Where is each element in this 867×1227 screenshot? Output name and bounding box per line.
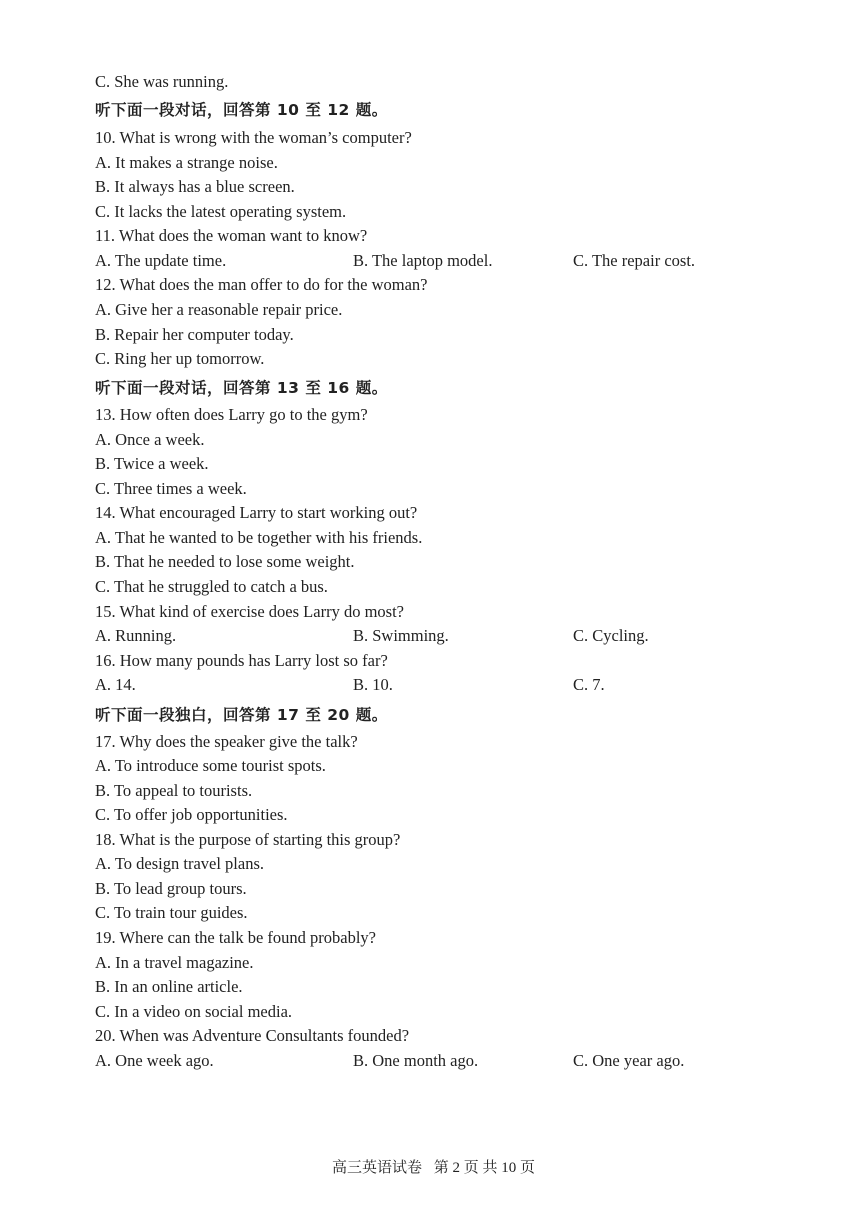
q17-option-b: B. To appeal to tourists. bbox=[95, 781, 253, 800]
question-14: 14. What encouraged Larry to start working out? bbox=[95, 503, 418, 522]
q15-option-a: A. Running. bbox=[95, 626, 177, 645]
q11-option-b: B. The laptop model. bbox=[353, 251, 493, 270]
q11-option-c: C. The repair cost. bbox=[573, 251, 696, 270]
q19-option-c: C. In a video on social media. bbox=[95, 1002, 293, 1021]
question-13: 13. How often does Larry go to the gym? bbox=[95, 405, 368, 424]
section-heading-17-20: 听下面一段独白，回答第 17 至 20 题。 bbox=[95, 706, 388, 724]
q15-options-row bbox=[95, 624, 795, 648]
q12-option-a: A. Give her a reasonable repair price. bbox=[95, 300, 343, 319]
q15-option-c: C. Cycling. bbox=[573, 626, 649, 645]
question-17: 17. Why does the speaker give the talk? bbox=[95, 732, 358, 751]
q16-option-c: C. 7. bbox=[573, 675, 605, 694]
question-10: 10. What is wrong with the woman’s computer? bbox=[95, 128, 412, 147]
q16-option-a: A. 14. bbox=[95, 675, 136, 694]
q11-options-row bbox=[95, 249, 795, 273]
q18-option-a: A. To design travel plans. bbox=[95, 854, 265, 873]
q17-option-a: A. To introduce some tourist spots. bbox=[95, 756, 326, 775]
question-20: 20. When was Adventure Consultants founded? bbox=[95, 1026, 410, 1045]
q20-option-a: A. One week ago. bbox=[95, 1051, 214, 1070]
q9-option-c: C. She was running. bbox=[95, 72, 229, 91]
q13-option-b: B. Twice a week. bbox=[95, 454, 209, 473]
q20-option-b: B. One month ago. bbox=[353, 1051, 479, 1070]
q18-option-c: C. To train tour guides. bbox=[95, 903, 248, 922]
section-heading-13-16: 听下面一段对话，回答第 13 至 16 题。 bbox=[95, 379, 388, 397]
q14-option-a: A. That he wanted to be together with his friends. bbox=[95, 528, 423, 547]
question-16: 16. How many pounds has Larry lost so far? bbox=[95, 651, 388, 670]
q10-option-c: C. It lacks the latest operating system. bbox=[95, 202, 347, 221]
q11-option-a: A. The update time. bbox=[95, 251, 227, 270]
q13-option-a: A. Once a week. bbox=[95, 430, 205, 449]
q20-options-row bbox=[95, 1049, 795, 1073]
question-12: 12. What does the man offer to do for the woman? bbox=[95, 275, 428, 294]
question-19: 19. Where can the talk be found probably? bbox=[95, 928, 377, 947]
q17-option-c: C. To offer job opportunities. bbox=[95, 805, 288, 824]
q14-option-b: B. That he needed to lose some weight. bbox=[95, 552, 355, 571]
q20-option-c: C. One year ago. bbox=[573, 1051, 685, 1070]
question-11: 11. What does the woman want to know? bbox=[95, 226, 368, 245]
footer-page-number: 第 2 页 共 10 页 bbox=[433, 1160, 536, 1176]
footer-exam-title: 高三英语试卷 bbox=[331, 1160, 422, 1176]
section-heading-10-12: 听下面一段对话，回答第 10 至 12 题。 bbox=[95, 101, 388, 119]
q18-option-b: B. To lead group tours. bbox=[95, 879, 247, 898]
q16-options-row bbox=[95, 673, 795, 697]
q19-option-b: B. In an online article. bbox=[95, 977, 243, 996]
q12-option-b: B. Repair her computer today. bbox=[95, 325, 294, 344]
q12-option-c: C. Ring her up tomorrow. bbox=[95, 349, 265, 368]
q19-option-a: A. In a travel magazine. bbox=[95, 953, 254, 972]
q14-option-c: C. That he struggled to catch a bus. bbox=[95, 577, 328, 596]
page-footer bbox=[0, 1157, 867, 1179]
q10-option-a: A. It makes a strange noise. bbox=[95, 153, 278, 172]
q15-option-b: B. Swimming. bbox=[353, 626, 449, 645]
q10-option-b: B. It always has a blue screen. bbox=[95, 177, 295, 196]
question-18: 18. What is the purpose of starting this group? bbox=[95, 830, 401, 849]
q13-option-c: C. Three times a week. bbox=[95, 479, 247, 498]
question-15: 15. What kind of exercise does Larry do most? bbox=[95, 602, 404, 621]
q16-option-b: B. 10. bbox=[353, 675, 393, 694]
